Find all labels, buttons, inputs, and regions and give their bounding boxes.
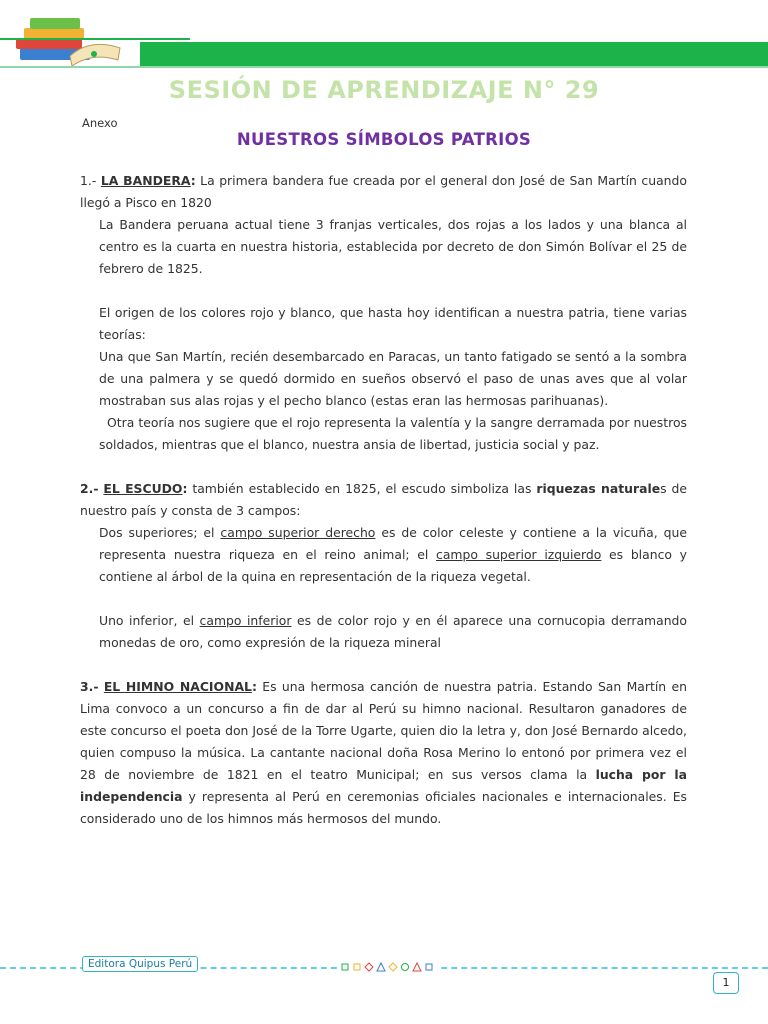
paragraph: La Bandera peruana actual tiene 3 franjas verticales, dos rojas a los lados y una blanca al centro es la cuarta en nuestra historia, establecida por decreto de don Simón Bolívar el 25 de febrero de 1825.	[99, 217, 687, 276]
underlined-term: campo superior izquierdo	[436, 547, 602, 562]
section-heading-escudo: EL ESCUDO	[103, 481, 183, 496]
emphasis-text: lucha por la independencia	[80, 767, 687, 804]
heading-colon: :	[190, 173, 196, 188]
publisher-label: Editora Quipus Perú	[82, 956, 198, 972]
document-subtitle: NUESTROS SÍMBOLOS PATRIOS	[236, 130, 532, 149]
paragraph-text: Dos superiores; el	[99, 525, 221, 540]
paragraph: Una que San Martín, recién desembarcado en Paracas, un tanto fatigado se sentó a la sombra de una palmera y se quedó dormido en sueños observó el paso de unas aves que al volar mostraban sus alas rojas y el pecho blanco (estas eran las hermosas parihuanas).	[99, 349, 687, 408]
header-divider	[0, 66, 768, 68]
paragraph: Otra teoría nos sugiere que el rojo representa la valentía y la sangre derramada por nuestros soldados, mientras que el blanco, nuestra ansia de libertad, justicia social y paz.	[99, 415, 691, 452]
heading-colon: :	[251, 679, 257, 694]
paragraph-text: La primera bandera fue creada por el general don José de San Martín cuando llegó a Pisco en 1820	[80, 173, 687, 210]
page-number: 1	[713, 972, 739, 994]
section-escudo-intro	[80, 478, 687, 522]
paragraph-text: s de nuestro país y consta de 3 campos:	[80, 481, 687, 518]
section-number: 2.-	[80, 481, 99, 496]
section-number: 1.-	[80, 173, 97, 188]
paragraph-text: es blanco y contiene al árbol de la quina en representación de la riqueza vegetal.	[99, 547, 687, 584]
spacer	[80, 588, 687, 610]
paragraph: El origen de los colores rojo y blanco, que hasta hoy identifican a nuestra patria, tiene varias teorías:	[99, 305, 687, 342]
document-body	[80, 170, 691, 830]
annex-label: Anexo	[82, 116, 118, 130]
spacer	[80, 654, 687, 676]
paragraph-text: y representa al Perú en ceremonias oficiales nacionales e internacionales. Es considerado uno de los himnos más hermosos del mundo.	[80, 789, 687, 826]
paragraph	[80, 610, 687, 654]
paragraph-text: Es una hermosa canción de nuestra patria. Estando San Martín en Lima convoco a un concurso a fin de dar al Perú su himno nacional. Resultaron ganadores de este concurso el poeta don José de la Torre Ugarte, quien dio la letra y, don José Bernardo alcedo, quien compuso la música. La cantante nacional doña Rosa Merino lo entonó por primera vez el 28 de noviembre de 1821 en el teatro Municipal; en sus versos clama la	[80, 679, 687, 782]
paragraph	[80, 522, 687, 588]
paragraph-text: es de color celeste y contiene a la vicuña, que representa nuestra riqueza en el reino animal; el	[99, 525, 687, 562]
section-himno	[80, 676, 687, 830]
paragraph-text: Uno inferior, el	[99, 613, 200, 628]
decorative-shapes-icon	[340, 961, 440, 973]
section-heading-bandera: LA BANDERA	[100, 173, 191, 188]
cycle-label: IV CICLO	[653, 89, 710, 100]
spacer	[80, 280, 687, 302]
section-heading-himno: EL HIMNO NACIONAL	[103, 679, 252, 694]
paragraph-text: es de color rojo y en él aparece una cornucopia derramando monedas de oro, como expresión de la riqueza mineral	[99, 613, 688, 650]
section-bandera-intro	[80, 170, 687, 214]
emphasis-text: riquezas naturale	[536, 481, 661, 496]
spacer	[80, 456, 687, 478]
paragraph-text: también establecido en 1825, el escudo simboliza las	[187, 481, 537, 496]
heading-colon: :	[182, 481, 188, 496]
underlined-term: campo inferior	[199, 613, 292, 628]
underlined-term: campo superior derecho	[220, 525, 376, 540]
section-number: 3.-	[80, 679, 99, 694]
page-title: SESIÓN DE APRENDIZAJE N° 29	[168, 76, 600, 104]
header-accent-line	[0, 38, 190, 40]
